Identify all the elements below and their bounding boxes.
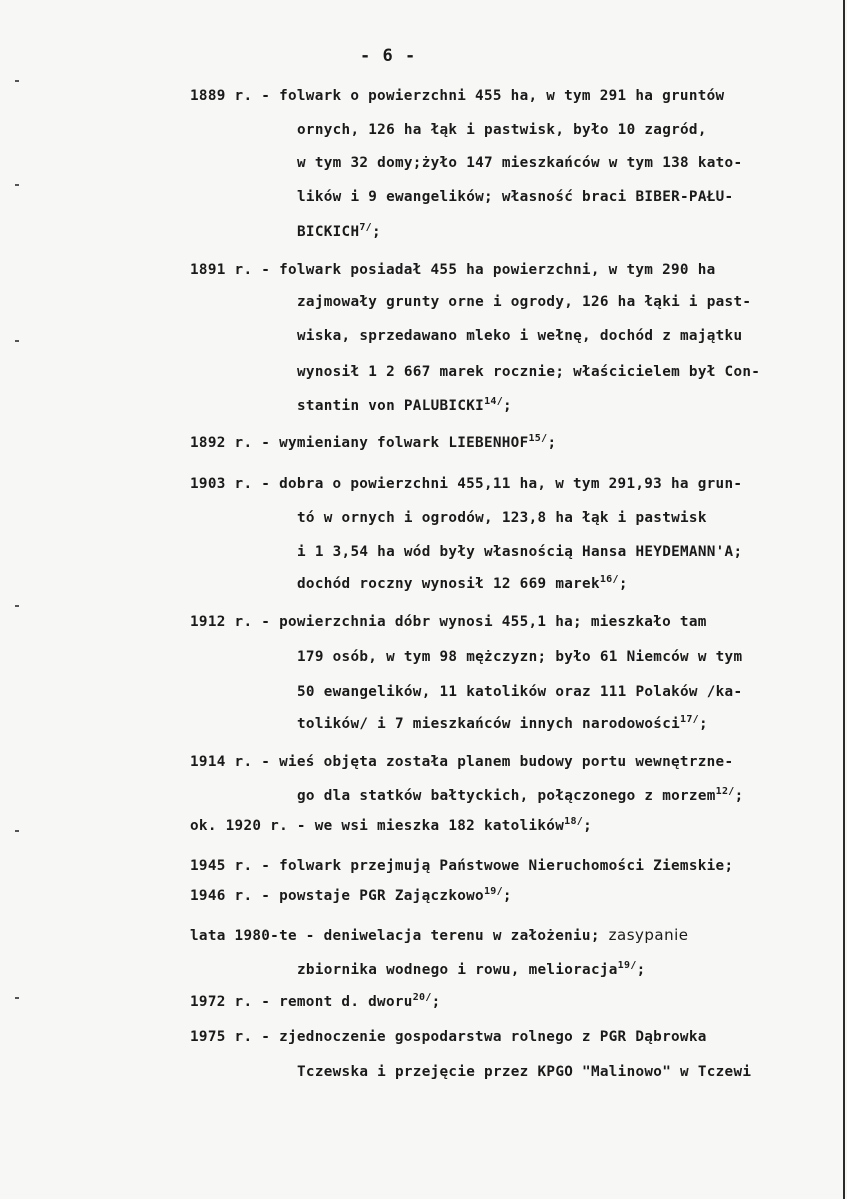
line-punctuation: ; bbox=[699, 716, 708, 732]
text-line bbox=[297, 155, 742, 171]
margin-mark bbox=[15, 340, 19, 342]
text-line bbox=[297, 189, 733, 205]
line-text: dochód roczny wynosił 12 669 marek bbox=[297, 576, 600, 592]
line-text: 1891 r. - folwark posiadał 455 ha powierzchni, w tym 290 ha bbox=[190, 262, 716, 278]
line-text: lata 1980-te - deniwelacja terenu w założeniu; bbox=[190, 928, 609, 944]
line-punctuation: ; bbox=[372, 224, 381, 240]
page-number: - 6 - bbox=[360, 46, 417, 66]
margin-mark bbox=[15, 605, 19, 607]
text-line bbox=[297, 716, 708, 732]
line-punctuation: ; bbox=[503, 398, 512, 414]
line-text: stantin von PALUBICKI bbox=[297, 398, 485, 414]
margin-mark bbox=[15, 80, 19, 82]
text-line bbox=[190, 994, 441, 1010]
text-line bbox=[297, 328, 742, 344]
text-line bbox=[297, 544, 742, 560]
line-text: zbiornika wodnego i rowu, melioracja bbox=[297, 962, 618, 978]
footnote-reference: 20/ bbox=[412, 992, 432, 1004]
line-punctuation: ; bbox=[502, 888, 512, 904]
text-line bbox=[297, 224, 381, 240]
line-punctuation: ; bbox=[734, 788, 744, 804]
line-text: ornych, 126 ha łąk i pastwisk, było 10 zagród, bbox=[297, 122, 707, 138]
footnote-reference: 19/ bbox=[483, 886, 503, 898]
text-line bbox=[297, 684, 742, 700]
text-line bbox=[190, 818, 592, 834]
text-line bbox=[190, 435, 556, 451]
text-line bbox=[297, 510, 707, 526]
footnote-reference: 14/ bbox=[484, 396, 504, 408]
footnote-reference: 12/ bbox=[715, 786, 735, 798]
line-punctuation: ; bbox=[618, 576, 628, 592]
page-edge bbox=[843, 0, 845, 1199]
line-text: Tczewska i przejęcie przez KPGO "Malinowo" w Tczewi bbox=[297, 1064, 752, 1080]
text-line bbox=[297, 1064, 751, 1080]
handwritten-annotation: zasypanie bbox=[608, 926, 689, 944]
line-text: 1946 r. - powstaje PGR Zajączkowo bbox=[190, 888, 484, 904]
text-line bbox=[190, 88, 724, 104]
line-text: 50 ewangelików, 11 katolików oraz 111 Polaków /ka- bbox=[297, 684, 743, 700]
line-punctuation: ; bbox=[431, 994, 441, 1010]
margin-mark bbox=[15, 997, 19, 999]
text-line bbox=[297, 122, 707, 138]
line-text: 1972 r. - remont d. dworu bbox=[190, 994, 413, 1010]
line-text: 1914 r. - wieś objęta została planem budowy portu wewnętrzne- bbox=[190, 754, 734, 770]
line-text: 1975 r. - zjednoczenie gospodarstwa rolnego z PGR Dąbrowka bbox=[190, 1029, 707, 1045]
line-text: wiska, sprzedawano mleko i wełnę, dochód z majątku bbox=[297, 328, 743, 344]
line-text: 1945 r. - folwark przejmują Państwowe Nieruchomości Ziemskie; bbox=[190, 858, 734, 874]
line-punctuation: ; bbox=[636, 962, 646, 978]
line-text: wynosił 1 2 667 marek rocznie; właścicielem był Con- bbox=[297, 364, 761, 380]
line-text: BICKICH bbox=[297, 224, 360, 240]
footnote-reference: 17/ bbox=[680, 714, 699, 726]
text-line bbox=[190, 926, 689, 944]
text-line bbox=[297, 294, 751, 310]
text-line bbox=[297, 576, 628, 592]
line-text: 1889 r. - folwark o powierzchni 455 ha, w tym 291 ha gruntów bbox=[190, 88, 725, 104]
footnote-reference: 7/ bbox=[359, 222, 373, 234]
text-line bbox=[190, 614, 707, 630]
line-punctuation: ; bbox=[583, 818, 593, 834]
line-punctuation: ; bbox=[547, 435, 557, 451]
line-text: 1903 r. - dobra o powierzchni 455,11 ha, w tym 291,93 ha grun- bbox=[190, 476, 743, 492]
text-line bbox=[297, 649, 742, 665]
margin-mark bbox=[15, 830, 19, 832]
text-line bbox=[297, 398, 512, 414]
line-text: 1892 r. - wymieniany folwark LIEBENHOF bbox=[190, 435, 529, 451]
line-text: ok. 1920 r. - we wsi mieszka 182 katolików bbox=[190, 818, 565, 834]
footnote-reference: 15/ bbox=[528, 433, 548, 445]
line-text: tó w ornych i ogrodów, 123,8 ha łąk i pastwisk bbox=[297, 510, 707, 526]
line-text: w tym 32 domy;żyło 147 mieszkańców w tym 138 kato- bbox=[297, 155, 743, 171]
line-text: 179 osób, w tym 98 mężczyzn; było 61 Niemców w tym bbox=[297, 649, 743, 665]
line-text: go dla statków bałtyckich, połączonego z morzem bbox=[297, 788, 716, 804]
text-line bbox=[190, 858, 733, 874]
text-line bbox=[297, 962, 646, 978]
line-text: tolików/ i 7 mieszkańców innych narodowości bbox=[297, 716, 681, 732]
text-line bbox=[190, 754, 733, 770]
footnote-reference: 18/ bbox=[564, 816, 584, 828]
line-text: i 1 3,54 ha wód były własnością Hansa HEYDEMANN'A; bbox=[297, 544, 743, 560]
text-line bbox=[297, 364, 760, 380]
margin-mark bbox=[15, 184, 19, 186]
text-line bbox=[190, 476, 742, 492]
footnote-reference: 16/ bbox=[599, 574, 619, 586]
text-line bbox=[297, 788, 744, 804]
text-line bbox=[190, 1029, 707, 1045]
text-line bbox=[190, 888, 512, 904]
text-line bbox=[190, 262, 716, 278]
line-text: zajmowały grunty orne i ogrody, 126 ha łąki i past- bbox=[297, 294, 752, 310]
footnote-reference: 19/ bbox=[617, 960, 637, 972]
line-text: lików i 9 ewangelików; własność braci BIBER-PAŁU- bbox=[297, 189, 734, 205]
line-text: 1912 r. - powierzchnia dóbr wynosi 455,1 ha; mieszkało tam bbox=[190, 614, 707, 630]
